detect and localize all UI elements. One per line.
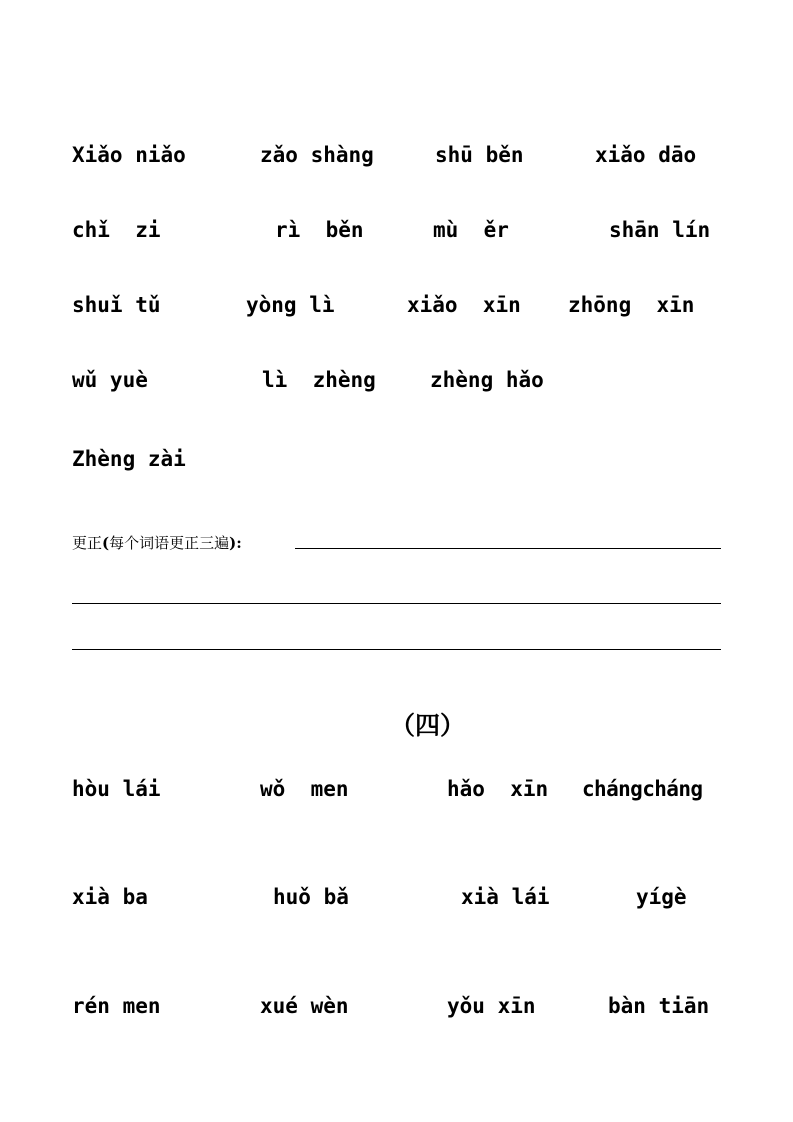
pinyin-word: Xiǎo niǎo [72, 143, 186, 167]
section-title: （四） [390, 711, 466, 740]
correction-instruction: 更正(每个词语更正三遍): [72, 534, 242, 552]
pinyin-word: huǒ bǎ [273, 885, 349, 909]
pinyin-word: bàn tiān [608, 994, 710, 1018]
pinyin-word: xiǎo xīn [407, 293, 521, 317]
pinyin-word: wǒ men [260, 777, 349, 801]
pinyin-word: shū běn [435, 143, 524, 167]
pinyin-word: shān lín [609, 218, 711, 242]
pinyin-word: hǎo xīn [447, 777, 549, 801]
pinyin-word: xiǎo dāo [595, 143, 697, 167]
pinyin-word: shuǐ tǔ [72, 293, 161, 317]
writing-line [295, 548, 721, 549]
pinyin-word: yòng lì [246, 293, 335, 317]
pinyin-word: mù ěr [433, 218, 509, 242]
pinyin-word: zhōng xīn [568, 293, 695, 317]
pinyin-word: Zhèng zài [72, 447, 186, 471]
pinyin-word: wǔ yuè [72, 368, 148, 392]
pinyin-word: zǎo shàng [260, 143, 374, 167]
pinyin-word: xià lái [461, 885, 550, 909]
pinyin-word: lì zhèng [262, 368, 376, 392]
pinyin-word: chǐ zi [72, 218, 161, 242]
writing-line [72, 649, 721, 650]
pinyin-word: zhèng hǎo [430, 368, 544, 392]
writing-line [72, 603, 721, 604]
pinyin-word: rì běn [275, 218, 364, 242]
pinyin-word: xià ba [72, 885, 148, 909]
pinyin-word: chángcháng [582, 777, 703, 801]
pinyin-word: hòu lái [72, 777, 161, 801]
pinyin-word: yígè [636, 885, 687, 909]
pinyin-word: rén men [72, 994, 161, 1018]
pinyin-word: xué wèn [260, 994, 349, 1018]
pinyin-word: yǒu xīn [447, 994, 536, 1018]
